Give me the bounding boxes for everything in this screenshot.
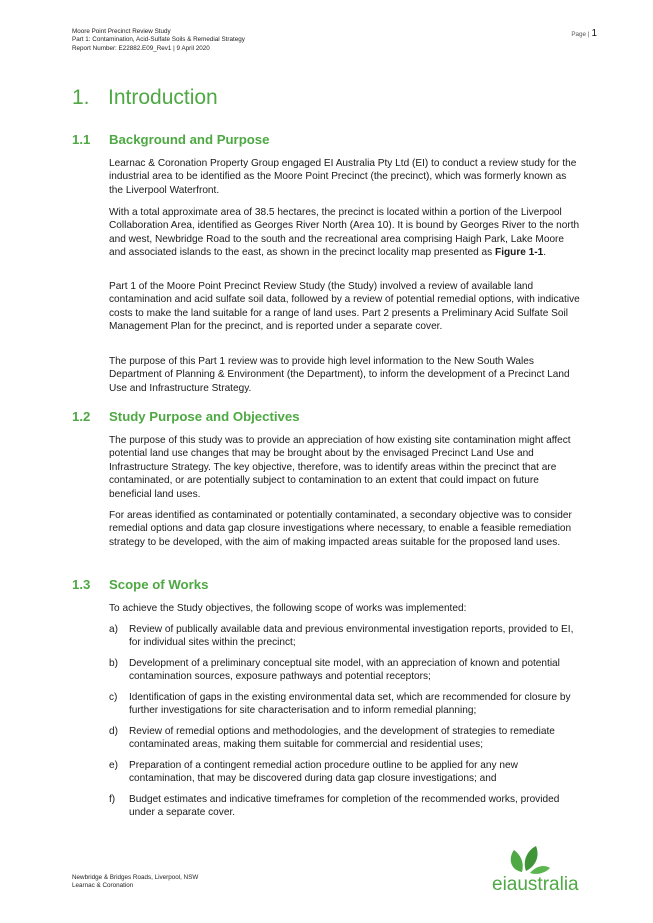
- running-footer: [72, 874, 198, 891]
- list-item: [109, 759, 581, 786]
- list-item-text: Review of publically available data and previous environmental investigation reports, provided to EI, for individual sites within the precinct;: [129, 624, 574, 649]
- section-number: 1.: [72, 86, 90, 109]
- list-marker: a): [109, 624, 118, 635]
- eiaustralia-logo: [492, 844, 600, 894]
- section-title: Introduction: [108, 86, 218, 109]
- subsection-heading-1-1: [72, 132, 269, 147]
- subsection-heading-1-3: [72, 577, 208, 592]
- section-heading: [72, 86, 218, 110]
- subsection-number: 1.1: [72, 132, 91, 147]
- list-item: [109, 657, 581, 684]
- paragraph-text: With a total approximate area of 38.5 hectares, the precinct is located within a portion of the Liverpool Collaboration Area, identified as Georges River North (Area 10). It is bound by Georges River to the north and west, Newbridge Road to the south and the recreational area comprising Haigh Park, Lake Moore and associated islands to the east, as shown in the precinct locality map presented as: [109, 207, 580, 259]
- paragraph: The purpose of this study was to provide an appreciation of how existing site contamination might affect potential land use changes that may be brought about by the envisaged Precinct Land Use and Infrastructure Strategy. The key objective, therefore, was to identify areas within the precinct that are contaminated, or are potentially subject to contamination to an extent that could impact on future beneficial land uses.: [109, 435, 571, 500]
- paragraph: [109, 206, 581, 260]
- subsection-title: Study Purpose and Objectives: [109, 409, 300, 424]
- footer-client: Learnac & Coronation: [72, 882, 134, 890]
- list-item: [109, 793, 581, 820]
- list-item-text: Identification of gaps in the existing environmental data set, which are recommended for closure by further investigations for site characterisation and to inform remedial planning;: [129, 692, 571, 717]
- list-marker: b): [109, 658, 118, 669]
- paragraph: The purpose of this Part 1 review was to provide high level information to the New South Wales Department of Planning & Environment (the Department), to inform the development of a Precinct Land Use and Infrastructure Strategy.: [109, 356, 570, 394]
- paragraph: Learnac & Coronation Property Group engaged EI Australia Pty Ltd (EI) to conduct a review study for the industrial area to be identified as the Moore Point Precinct (the precinct), which was formerly known as the Liverpool Waterfront.: [109, 158, 577, 196]
- paragraph: Part 1 of the Moore Point Precinct Review Study (the Study) involved a review of available land contamination and acid sulfate soil data, followed by a review of potential remedial options, with indicative costs to make the land suitable for a range of land uses. Part 2 presents a Preliminary Acid Sulfate Soil Management Plan for the precinct, and is reported under a separate cover.: [109, 281, 580, 333]
- list-marker: d): [109, 726, 118, 737]
- header-report-number: Report Number: E22882.E09_Rev1 | 9 April 2020: [72, 44, 210, 52]
- subsection-heading-1-2: [72, 409, 300, 424]
- logo-text: eiaustralia: [492, 874, 579, 894]
- page-number-value: 1: [591, 28, 597, 39]
- subsection-title: Scope of Works: [109, 577, 209, 592]
- subsection-title: Background and Purpose: [109, 132, 270, 147]
- paragraph: For areas identified as contaminated or potentially contaminated, a secondary objective was to consider remedial options and data gap closure investigations where necessary, to enable a feasible remediation strategy to be developed, with the aim of making impacted areas suitable for the proposed land uses.: [109, 510, 572, 548]
- paragraph-text: .: [543, 247, 547, 259]
- list-item: [109, 623, 581, 650]
- subsection-number: 1.2: [72, 409, 91, 424]
- list-item-text: Review of remedial options and methodologies, and the development of strategies to remediate contaminated areas, making them suitable for commercial and residential uses;: [129, 726, 555, 751]
- subsection-number: 1.3: [72, 577, 91, 592]
- running-header: [72, 28, 245, 53]
- list-item: [109, 691, 581, 718]
- list-marker: c): [109, 692, 118, 703]
- list-marker: f): [109, 794, 116, 805]
- list-marker: e): [109, 760, 118, 771]
- paragraph: To achieve the Study objectives, the following scope of works was implemented:: [109, 603, 467, 614]
- leaf-icon: [511, 846, 550, 874]
- list-item-text: Development of a preliminary conceptual site model, with an appreciation of known and potential contamination sources, exposure pathways and potential receptors;: [129, 658, 560, 683]
- list-item: [109, 725, 581, 752]
- list-item-text: Budget estimates and indicative timeframes for completion of the recommended works, provided under a separate cover.: [129, 794, 560, 819]
- header-project: Moore Point Precinct Review Study: [72, 28, 171, 35]
- page-number: [571, 28, 597, 39]
- page-label: Page |: [571, 31, 590, 38]
- footer-location: Newbridge & Bridges Roads, Liverpool, NSW: [72, 874, 199, 881]
- list-item-text: Preparation of a contingent remedial action procedure outline to be applied for any new contamination, that may be discovered during data gap closure investigations; and: [129, 760, 518, 785]
- header-part: Part 1: Contamination, Acid-Sulfate Soils & Remedial Strategy: [72, 36, 245, 44]
- figure-reference: Figure 1-1: [495, 247, 544, 259]
